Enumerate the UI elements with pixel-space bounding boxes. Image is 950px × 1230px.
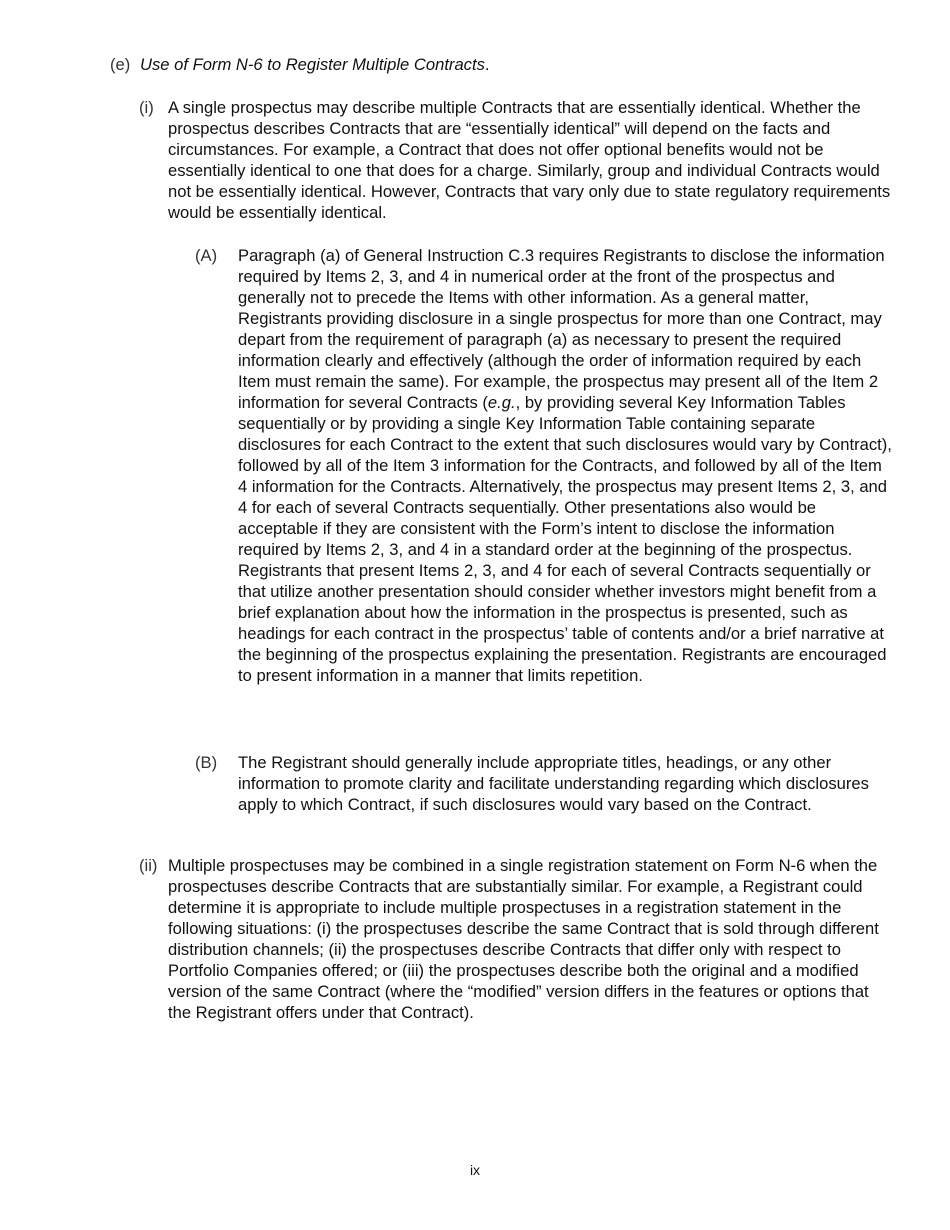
item-ii-label: (ii) <box>139 856 158 875</box>
item-A-label: (A) <box>195 246 218 265</box>
item-i-paragraph: A single prospectus may describe multiple Contracts that are essentially identical. Whether the prospectus describes Contracts that are “essentially identical” will depend on the facts and circumstances. For example, a Contract that does not offer optional benefits would not be essentially identical to one that does for a charge. Similarly, group and individual Contracts would not be essentially identical. However, Contracts that vary only due to state regulatory requirements would be essentially identical. <box>168 98 891 222</box>
item-A-text-part-2: , by providing several Key Information Tables sequentially or by providing a single Key Information Table containing separate disclosures for each Contract to the extent that such disclosures would vary by Contract), followed by all of the Item 3 information for the Contracts, and followed by all of the Item 4 information for the Contracts. Alternatively, the prospectus may present Items 2, 3, and 4 for each of several Contracts sequentially. Other presentations also would be acceptable if they are consistent with the Form’s intent to disclose the information required by Items 2, 3, and 4 in a standard order at the beginning of the prospectus. Registrants that present Items 2, 3, and 4 for each of several Contracts sequentially or that utilize another presentation should consider whether investors might benefit from a brief explanation about how the information in the prospectus is presented, such as headings for each contract in the prospectus’ table of contents and/or a brief narrative at the beginning of the prospectus explaining the presentation. Registrants are encouraged to present information in a manner that limits repetition. <box>238 393 892 685</box>
section-e-title: Use of Form N-6 to Register Multiple Contracts <box>140 55 485 74</box>
page-number: ix <box>469 1162 481 1178</box>
item-B-paragraph: The Registrant should generally include appropriate titles, headings, or any other information to promote clarity and facilitate understanding regarding which disclosures apply to which Contract, if such disclosures would vary based on the Contract. <box>238 753 869 814</box>
section-e-heading <box>140 54 900 75</box>
section-e-label: (e) <box>110 55 131 74</box>
item-A-text-part-1: Paragraph (a) of General Instruction C.3 requires Registrants to disclose the information required by Items 2, 3, and 4 in numerical order at the front of the prospectus and generally not to precede the Items with other information. As a general matter, Registrants providing disclosure in a single prospectus for more than one Contract, may depart from the requirement of paragraph (a) as necessary to present the required information clearly and effectively (although the order of information required by each Item must remain the same). For example, the prospectus may present all of the Item 2 information for several Contracts ( <box>238 246 885 412</box>
item-A-paragraph <box>238 245 894 686</box>
item-B-label: (B) <box>195 753 218 772</box>
item-A-eg: e.g. <box>487 393 516 412</box>
item-ii-paragraph: Multiple prospectuses may be combined in a single registration statement on Form N-6 when the prospectuses describe Contracts that are substantially similar. For example, a Registrant could determine it is appropriate to include multiple prospectuses in a registration statement in the following situations: (i) the prospectuses describe the same Contract that is sold through different distribution channels; (ii) the prospectuses describe Contracts that differ only with respect to Portfolio Companies offered; or (iii) the prospectuses describe both the original and a modified version of the same Contract (where the “modified” version differs in the features or options that the Registrant offers under that Contract). <box>168 856 879 1022</box>
section-e-title-suffix: . <box>484 55 490 74</box>
item-i-label: (i) <box>139 98 154 117</box>
